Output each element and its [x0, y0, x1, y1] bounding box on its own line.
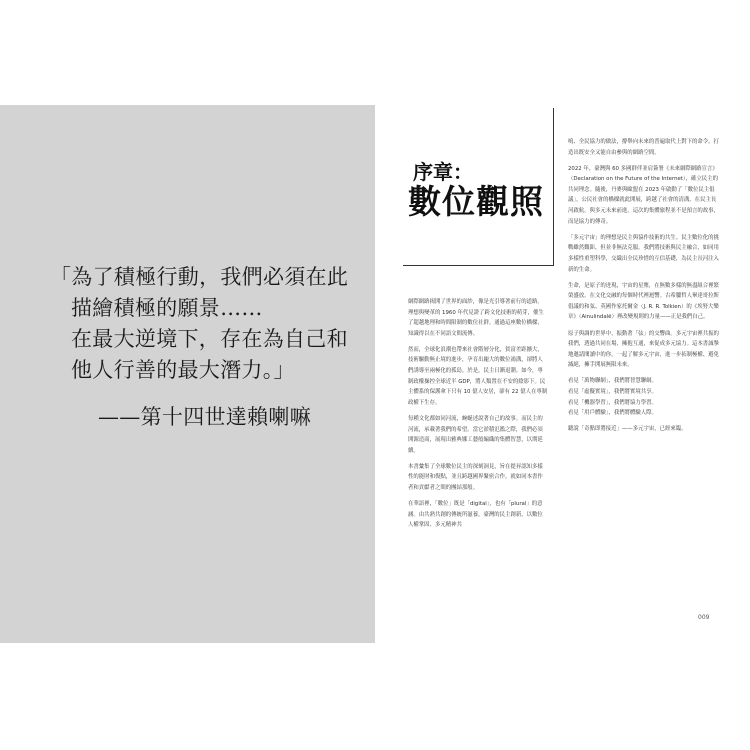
paragraph: 每種文化都如同河流，蜿蜒述說著自己的故事。而民主的河流，承載著我們的希望。當它淤積氾濫之際，我們必須開源造商，展現出雅典娜工藝般編織的集體智慧，以期延續。: [408, 415, 543, 454]
quote-line: 在最大逆境下，存在為自己和: [71, 327, 348, 351]
paragraph: 2022 年，臺灣與 60 多國群伴並肩簽署《未來網際網路宣言》（Declaration on the Future of the Internet），確立民主的共同理念。隨後，丹麥與歐盟在 2023 年啟動了「數位民主倡議」，公民社會的橋樑就此開展，跨越了社會的清溝，在民主長河啟航，與多元未來前進。這次的集體旅程並不是預言的故事，而是協力的傳奇。: [568, 165, 719, 225]
paragraph: 原子與調的世界中，振動著「弦」的交響曲。多元宇宙裡共振的我們，透過共同在場，擁抱互通，來促成多元協力。這本書誠摯地邀請閱讀中的你，一起了解多元宇宙，進一步拓制極權、避免滅絕，擁手開展無限未來。: [568, 330, 719, 369]
paragraph: 在華語裡，「數位」既是「digital」，也有「plural」的意涵。由共熟共創的傳統所滋養，臺灣的民主創新，以數位人權掌固、多元精神共: [408, 501, 543, 529]
epigraph-quote: [50, 262, 350, 433]
paragraph: 生命，是原子的迸現，宇宙的星塵，在無數多樣的無盡組合裡繁榮盛放，在文化交融的每個時代裡迴響。古希臘哲人畢達哥拉斯倡議的和弦、英國作家托爾金（J. R. R. Tolkien）的《埃努大樂章》（Ainulindalë）裡改變規則的力量——正是我們自己。: [568, 282, 719, 321]
body-column-right: [568, 137, 719, 440]
title-frame-horizontal-rule: [403, 265, 553, 266]
page-number: 009: [698, 614, 710, 621]
paragraph: 網際網路揭開了世界的面紗，像是光引導著前行的道路。理想與變革的 1960 年代見證了跨文化技術的萌芽，催生了超越地理和時間限制的數位社群。通過這座數位橋樑，知識得以在不同語文間流傳。: [408, 299, 544, 337]
quote-attribution: ——第十四世達賴喇嘛: [98, 405, 311, 429]
quote-line: 他人行善的最大潛力。」: [71, 358, 295, 382]
title-frame-vertical-rule: [553, 108, 554, 266]
paragraph: 看見「萬物聯網」，我們將智慧聯網。 看見「虛擬實境」，我們將實境共享。 看見「機器學習」，我們將協力學習。 看見「用戶體驗」，我們將體驗人際。: [568, 378, 657, 417]
paragraph: 本書彙集了全球數位民主的深刻洞見，旨在提昇認知多樣性的能財和復點，並且跨越國界緊密合作。就如同本書作者和貢獻者之間的團結那般。: [408, 463, 543, 491]
paragraph: 然而，全球化浪潮也帶來社會階層分化，貧富差距擴大，技術驅動無止境的進步，孕育出龐大的數位鴻溝，卻將人們誘導至兩極化的孤島。於是，民主日漸退潮。如今，專制政權操控全球近半 GDP，將人類置在不安的陰影下。民主體系的保護傘下只有 10 億人安居，卻有 22 億人在專制政權下生存。: [408, 346, 548, 406]
chapter-title: 數位觀照: [408, 182, 544, 221]
chapter-label: 序章：: [413, 160, 473, 184]
quote-line: 描繪積極的願景……: [71, 296, 263, 320]
paragraph: 「多元宇宙」的理想是民主與協作技術的共生。民主數位化的挑戰雖然艱鉅，但並非無法克服。我們將技術與民主融合，如同用多樣性重塑科學，交織出全民珍惜的互信基礎，為民主長河注入新的生命。: [568, 234, 719, 273]
paragraph: 鳴、全民協力的做法，撐舉向未來的普遍取代上對下的命令，打造出既安全又能自由參與的網路空間。: [568, 139, 719, 156]
quote-line: 「為了積極行動，我們必須在此: [50, 265, 349, 289]
body-column-left: [408, 297, 548, 536]
paragraph: 聽說「奇點即將接近」——多元宇宙，已經來臨。: [568, 426, 687, 433]
